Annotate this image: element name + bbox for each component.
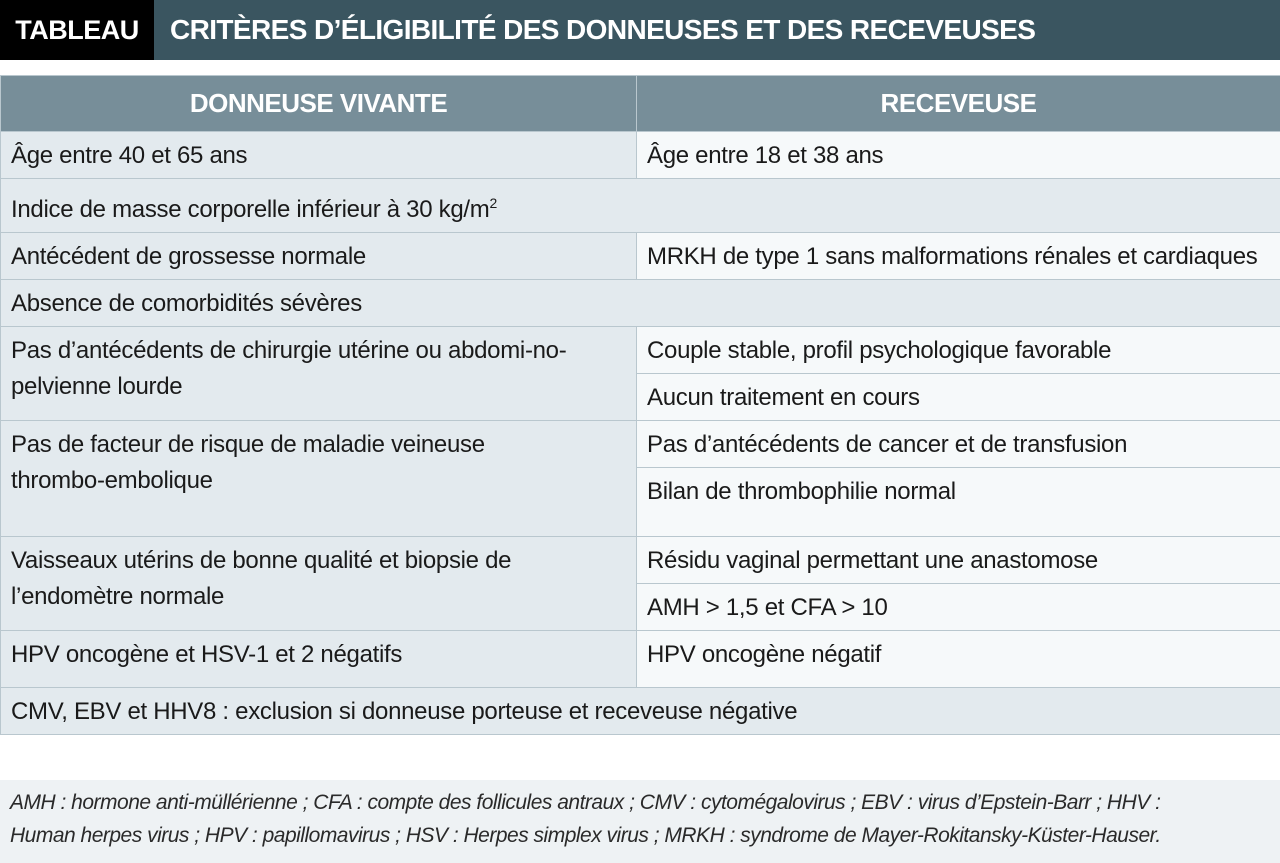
cell-traitement: Aucun traitement en cours: [637, 374, 1280, 421]
table-row: [1, 280, 1280, 327]
title-bar: [0, 0, 1280, 60]
cell-imc: [1, 179, 1280, 233]
cell-mrkh: MRKH de type 1 sans malformations rénales et cardiaques: [637, 233, 1280, 280]
table-row: [1, 631, 1280, 688]
column-header-donneuse: DONNEUSE VIVANTE: [1, 76, 637, 132]
table-row: [1, 421, 1280, 468]
footnote: [0, 780, 1280, 863]
cell-grossesse: Antécédent de grossesse normale: [1, 233, 637, 280]
cell-amh: AMH > 1,5 et CFA > 10: [637, 584, 1280, 631]
cell-age-donneuse: Âge entre 40 et 65 ans: [1, 132, 637, 179]
table-header-row: [1, 76, 1280, 132]
cell-hpv-donneuse: HPV oncogène et HSV-1 et 2 négatifs: [1, 631, 637, 688]
cell-cancer: Pas d’antécédents de cancer et de transfusion: [637, 421, 1280, 468]
cell-couple: Couple stable, profil psychologique favorable: [637, 327, 1280, 374]
table-row: [1, 688, 1280, 735]
column-header-receveuse: RECEVEUSE: [637, 76, 1280, 132]
eligibility-table: [0, 75, 1280, 735]
table-row: [1, 327, 1280, 374]
table-row: [1, 132, 1280, 179]
cell-vaisseaux: Vaisseaux utérins de bonne qualité et biopsie de l’endomètre normale: [1, 537, 637, 631]
cell-age-receveuse: Âge entre 18 et 38 ans: [637, 132, 1280, 179]
footnote-line-1: AMH : hormone anti-müllérienne ; CFA : compte des follicules antraux ; CMV : cytomégalovirus ; EBV : virus d’Epstein-Barr ; HHV :: [10, 791, 1161, 814]
cell-hpv-receveuse: HPV oncogène négatif: [637, 631, 1280, 688]
cell-thrombophilie: Bilan de thrombophilie normal: [637, 468, 1280, 537]
imc-text: Indice de masse corporelle inférieur à 30 kg/m: [11, 196, 490, 223]
cell-veineuse: Pas de facteur de risque de maladie veineuse thrombo-embolique: [1, 421, 637, 537]
cell-cmv: CMV, EBV et HHV8 : exclusion si donneuse porteuse et receveuse négative: [1, 688, 1280, 735]
table-tag: TABLEAU: [0, 0, 154, 60]
cell-chirurgie: Pas d’antécédents de chirurgie utérine ou abdomi-no-pelvienne lourde: [1, 327, 637, 421]
table-title: CRITÈRES D’ÉLIGIBILITÉ DES DONNEUSES ET DES RECEVEUSES: [170, 14, 1036, 45]
table-row: [1, 537, 1280, 584]
table-row: [1, 179, 1280, 233]
imc-exponent: 2: [489, 195, 497, 211]
table-row: [1, 233, 1280, 280]
footnote-line-2: Human herpes virus ; HPV : papillomavirus ; HSV : Herpes simplex virus ; MRKH : syndrome de Mayer-Rokitansky-Küster-Hauser.: [10, 824, 1161, 847]
cell-residu: Résidu vaginal permettant une anastomose: [637, 537, 1280, 584]
cell-comorbidites: Absence de comorbidités sévères: [1, 280, 1280, 327]
